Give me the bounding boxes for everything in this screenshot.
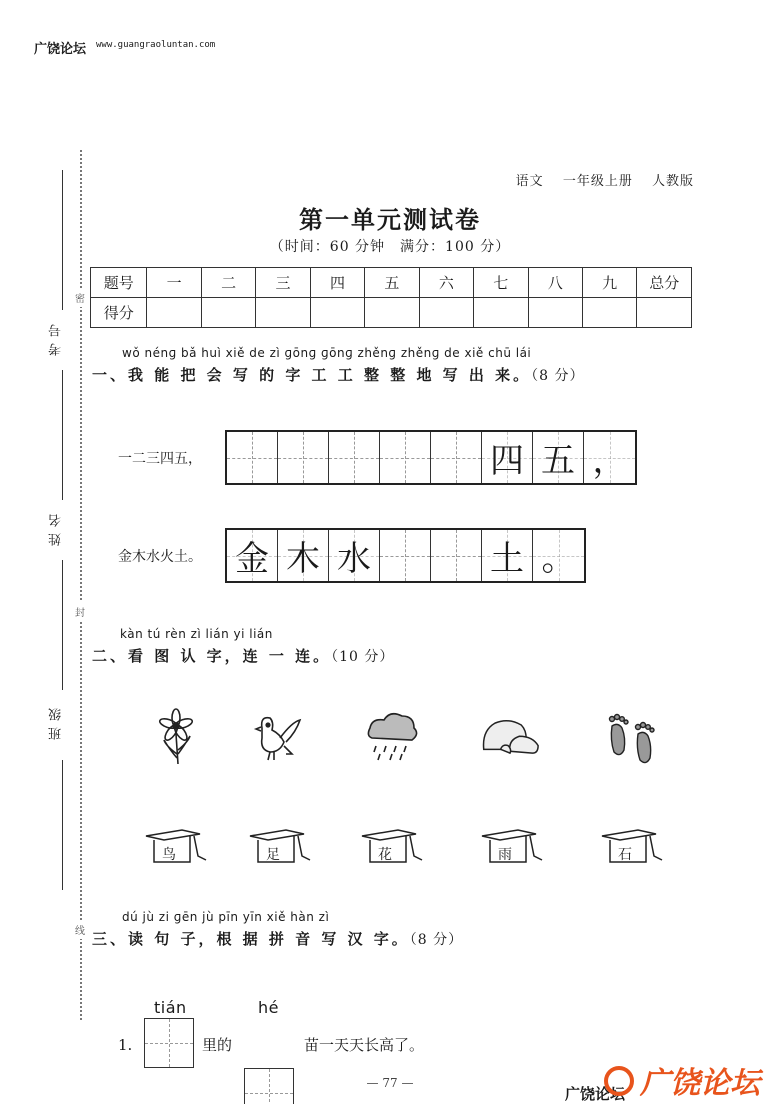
q2-title-text: 二、看 图 认 字，连 一 连。: [92, 647, 332, 665]
hat-icon: [144, 828, 208, 878]
q1-score: （8 分）: [531, 368, 585, 384]
cell-char: 。: [541, 539, 576, 579]
footer-brand: 广饶论坛: [565, 1085, 626, 1103]
page-subtitle: （时间：60 分钟 满分：100 分）: [269, 239, 511, 255]
q1-row1-grid: [225, 430, 637, 485]
q3-title-text: 三、读 句 子，根 据 拼 音 写 汉 字。: [92, 930, 410, 948]
writing-cell[interactable]: [533, 432, 584, 483]
cell-char: 金: [235, 539, 269, 579]
rain-cloud-icon: [362, 706, 422, 766]
bind-char-feng: 封: [75, 602, 85, 621]
word-text: 鸟: [162, 847, 176, 863]
word-text: 石: [618, 847, 632, 863]
q3-pinyin: dú jù zi ɡēn jù pīn yīn xiě hàn zì: [122, 910, 330, 924]
score-col: 二: [201, 268, 255, 298]
cell-char: 木: [286, 539, 320, 579]
q2-pinyin: kàn tú rèn zì lián yi lián: [120, 627, 273, 641]
q3-item-no: 1.: [118, 1036, 133, 1054]
q1-pinyin: wǒ nénɡ bǎ huì xiě de zì ɡōnɡ ɡōnɡ zhěnɡ zhěnɡ de xiě chū lái: [122, 346, 532, 360]
page-title: 第一单元测试卷: [299, 205, 481, 234]
writing-cell[interactable]: [431, 530, 482, 581]
score-cell[interactable]: [582, 298, 636, 328]
cell-char: ，: [592, 441, 627, 481]
word-text: 雨: [498, 847, 512, 863]
score-table-head: 题号: [91, 268, 147, 298]
bind-char-mi: 密: [75, 288, 85, 307]
score-col: 四: [310, 268, 364, 298]
cell-char: 土: [490, 539, 524, 579]
q1-title-text: 一、我 能 把 会 写 的 字 工 工 整 整 地 写 出 来。: [92, 366, 532, 384]
site-url[interactable]: www.guangraoluntan.com: [96, 40, 216, 50]
score-cell[interactable]: [310, 298, 364, 328]
writing-cell[interactable]: [584, 432, 635, 483]
q3-pinyin1: tián: [154, 998, 187, 1017]
rock-icon: [480, 710, 540, 770]
score-table: [90, 267, 692, 328]
name-label: 姓名: [49, 508, 64, 546]
q1-title: [92, 364, 584, 385]
edition-grade: 一年级上册: [562, 174, 633, 189]
writing-cell[interactable]: [482, 432, 533, 483]
score-cell[interactable]: [256, 298, 310, 328]
q1-row2-label: 金木水火土。: [118, 549, 202, 565]
class-label: 班级: [49, 702, 64, 740]
word-card[interactable]: [600, 828, 664, 878]
cell-char: 五: [541, 441, 575, 481]
writing-cell[interactable]: [278, 530, 329, 581]
score-col: 五: [365, 268, 419, 298]
hat-icon: [480, 828, 544, 878]
score-cell[interactable]: [147, 298, 201, 328]
writing-cell[interactable]: [533, 530, 584, 581]
writing-cell[interactable]: [227, 530, 278, 581]
word-text: 花: [378, 847, 392, 863]
writing-cell[interactable]: [329, 530, 380, 581]
page-number: — 77 —: [366, 1076, 414, 1090]
q1-row2-grid: [225, 528, 586, 583]
flower-icon: [148, 706, 208, 766]
writing-cell[interactable]: [278, 432, 329, 483]
score-cell[interactable]: [637, 298, 692, 328]
name-line: [62, 370, 63, 500]
q2-score: （10 分）: [331, 649, 395, 665]
word-text: 足: [266, 847, 280, 863]
score-cell[interactable]: [474, 298, 528, 328]
score-table-header-row: [91, 268, 692, 298]
word-card[interactable]: [144, 828, 208, 878]
footprints-icon: [602, 710, 662, 770]
score-col: 八: [528, 268, 582, 298]
writing-cell[interactable]: [329, 432, 380, 483]
logo-ring-icon: [604, 1066, 634, 1096]
score-row-head: 得分: [91, 298, 147, 328]
score-col: 六: [419, 268, 473, 298]
q1-row1-label: 一二三四五，: [118, 451, 202, 467]
q3-text-end: 苗一天天长高了。: [304, 1036, 425, 1054]
score-table-score-row: [91, 298, 692, 328]
score-cell[interactable]: [365, 298, 419, 328]
writing-cell[interactable]: [380, 432, 431, 483]
score-col-total: 总分: [637, 268, 692, 298]
word-card[interactable]: [480, 828, 544, 878]
cell-char: 水: [337, 539, 371, 579]
score-cell[interactable]: [528, 298, 582, 328]
writing-cell[interactable]: [482, 530, 533, 581]
word-card[interactable]: [248, 828, 312, 878]
writing-cell[interactable]: [431, 432, 482, 483]
bottom-line: [62, 760, 63, 890]
footer-logo: 广饶论坛: [640, 1066, 760, 1101]
score-cell[interactable]: [419, 298, 473, 328]
writing-cell[interactable]: [380, 530, 431, 581]
q3-text-mid: 里的: [202, 1036, 233, 1054]
site-name: 广饶论坛: [34, 42, 87, 57]
hat-icon: [360, 828, 424, 878]
word-card[interactable]: [360, 828, 424, 878]
edition-info: [502, 170, 694, 189]
q3-score: （8 分）: [409, 932, 464, 948]
q3-title: [92, 928, 463, 949]
q3-pinyin2: hé: [258, 998, 279, 1017]
score-col: 七: [474, 268, 528, 298]
score-col: 九: [582, 268, 636, 298]
hat-icon: [600, 828, 664, 878]
q3-answer-cell-1[interactable]: [144, 1018, 194, 1068]
edition-subject: 语文: [515, 174, 544, 189]
score-col: 三: [256, 268, 310, 298]
exam-no-label: 考号: [49, 318, 64, 356]
q2-title: [92, 645, 394, 666]
cell-char: 四: [490, 441, 524, 481]
score-cell[interactable]: [201, 298, 255, 328]
binding-dotted-line: [80, 150, 82, 1020]
bind-char-xian: 线: [75, 920, 85, 939]
hat-icon: [248, 828, 312, 878]
edition-publisher: 人教版: [651, 174, 694, 189]
score-col: 一: [147, 268, 201, 298]
bird-icon: [250, 708, 310, 768]
class-line: [62, 560, 63, 690]
writing-cell[interactable]: [227, 432, 278, 483]
